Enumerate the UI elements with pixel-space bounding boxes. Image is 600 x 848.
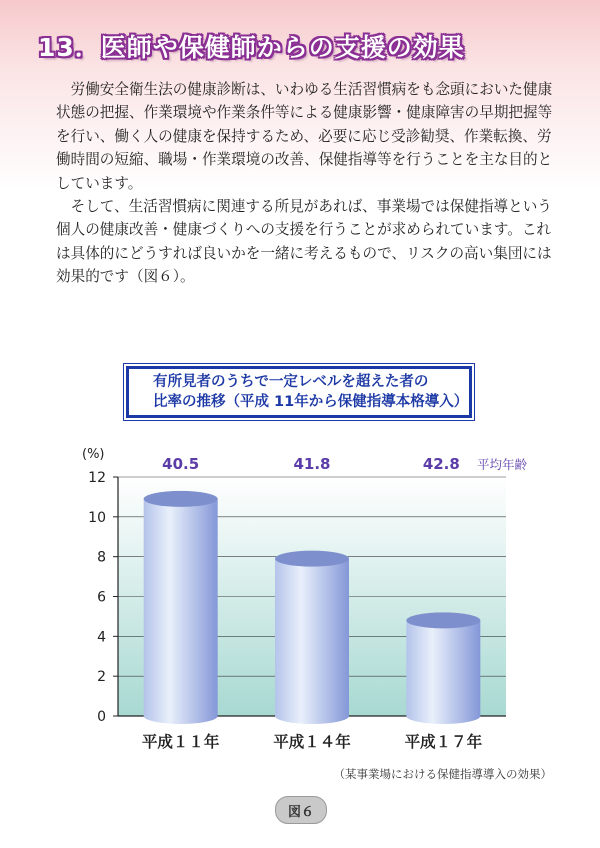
- average-age-label-3: 42.8: [422, 455, 460, 473]
- bar-top-2: [275, 551, 349, 567]
- category-label-2: 平成１４年: [273, 733, 351, 751]
- source-note: （某事業場における保健指導導入の効果）: [333, 767, 552, 781]
- y-tick-label: 8: [97, 549, 106, 566]
- y-tick-label: 6: [97, 589, 106, 606]
- bar-3: [406, 620, 480, 724]
- y-tick-label: 0: [97, 709, 106, 725]
- page-title: 13．医師や保健師からの支援の効果: [38, 33, 465, 62]
- y-tick-label: 2: [97, 669, 106, 686]
- paragraph-1: 労働安全衛生法の健康診断は、いわゆる生活習慣病をも念頭においた健康状態の把握、作業環境や作業条件等による健康影響・健康障害の早期把握等を行い、働く人の健康を保持するため、必要に応じ受診勧奨、作業転換、労働時間の短縮、職場・作業環境の改善、保健指導等を行うことを主な目的としています。: [56, 81, 553, 192]
- y-tick-label: 4: [97, 629, 106, 646]
- bar-2: [275, 559, 349, 724]
- bar-top-1: [144, 491, 218, 507]
- y-tick-label: 12: [88, 470, 106, 486]
- y-tick-label: 10: [88, 509, 106, 526]
- y-axis-label: (%): [82, 447, 105, 462]
- category-label-3: 平成１７年: [404, 733, 483, 751]
- figure-label: 図６: [275, 796, 327, 824]
- paragraph-2: そして、生活習慣病に関連する所見があれば、事業場では保健指導という個人の健康改善・健康づくりへの支援を行うことが求められています。これは具体的にどうすれば良いかを一緒に考えるもので、リスクの高い集団には効果的です（図６）。: [56, 198, 552, 286]
- chart-title-line-2: 比率の推移（平成 11年から保健指導本格導入）: [153, 394, 469, 410]
- average-age-label-1: 40.5: [162, 455, 200, 473]
- average-age-label-2: 41.8: [293, 455, 331, 473]
- chart-title-line-1: 有所見者のうちで一定レベルを超えた者の: [153, 374, 429, 390]
- average-age-caption: 平均年齢: [477, 457, 528, 472]
- bar-1: [144, 499, 218, 724]
- bar-top-3: [406, 612, 480, 628]
- category-label-1: 平成１１年: [141, 733, 220, 751]
